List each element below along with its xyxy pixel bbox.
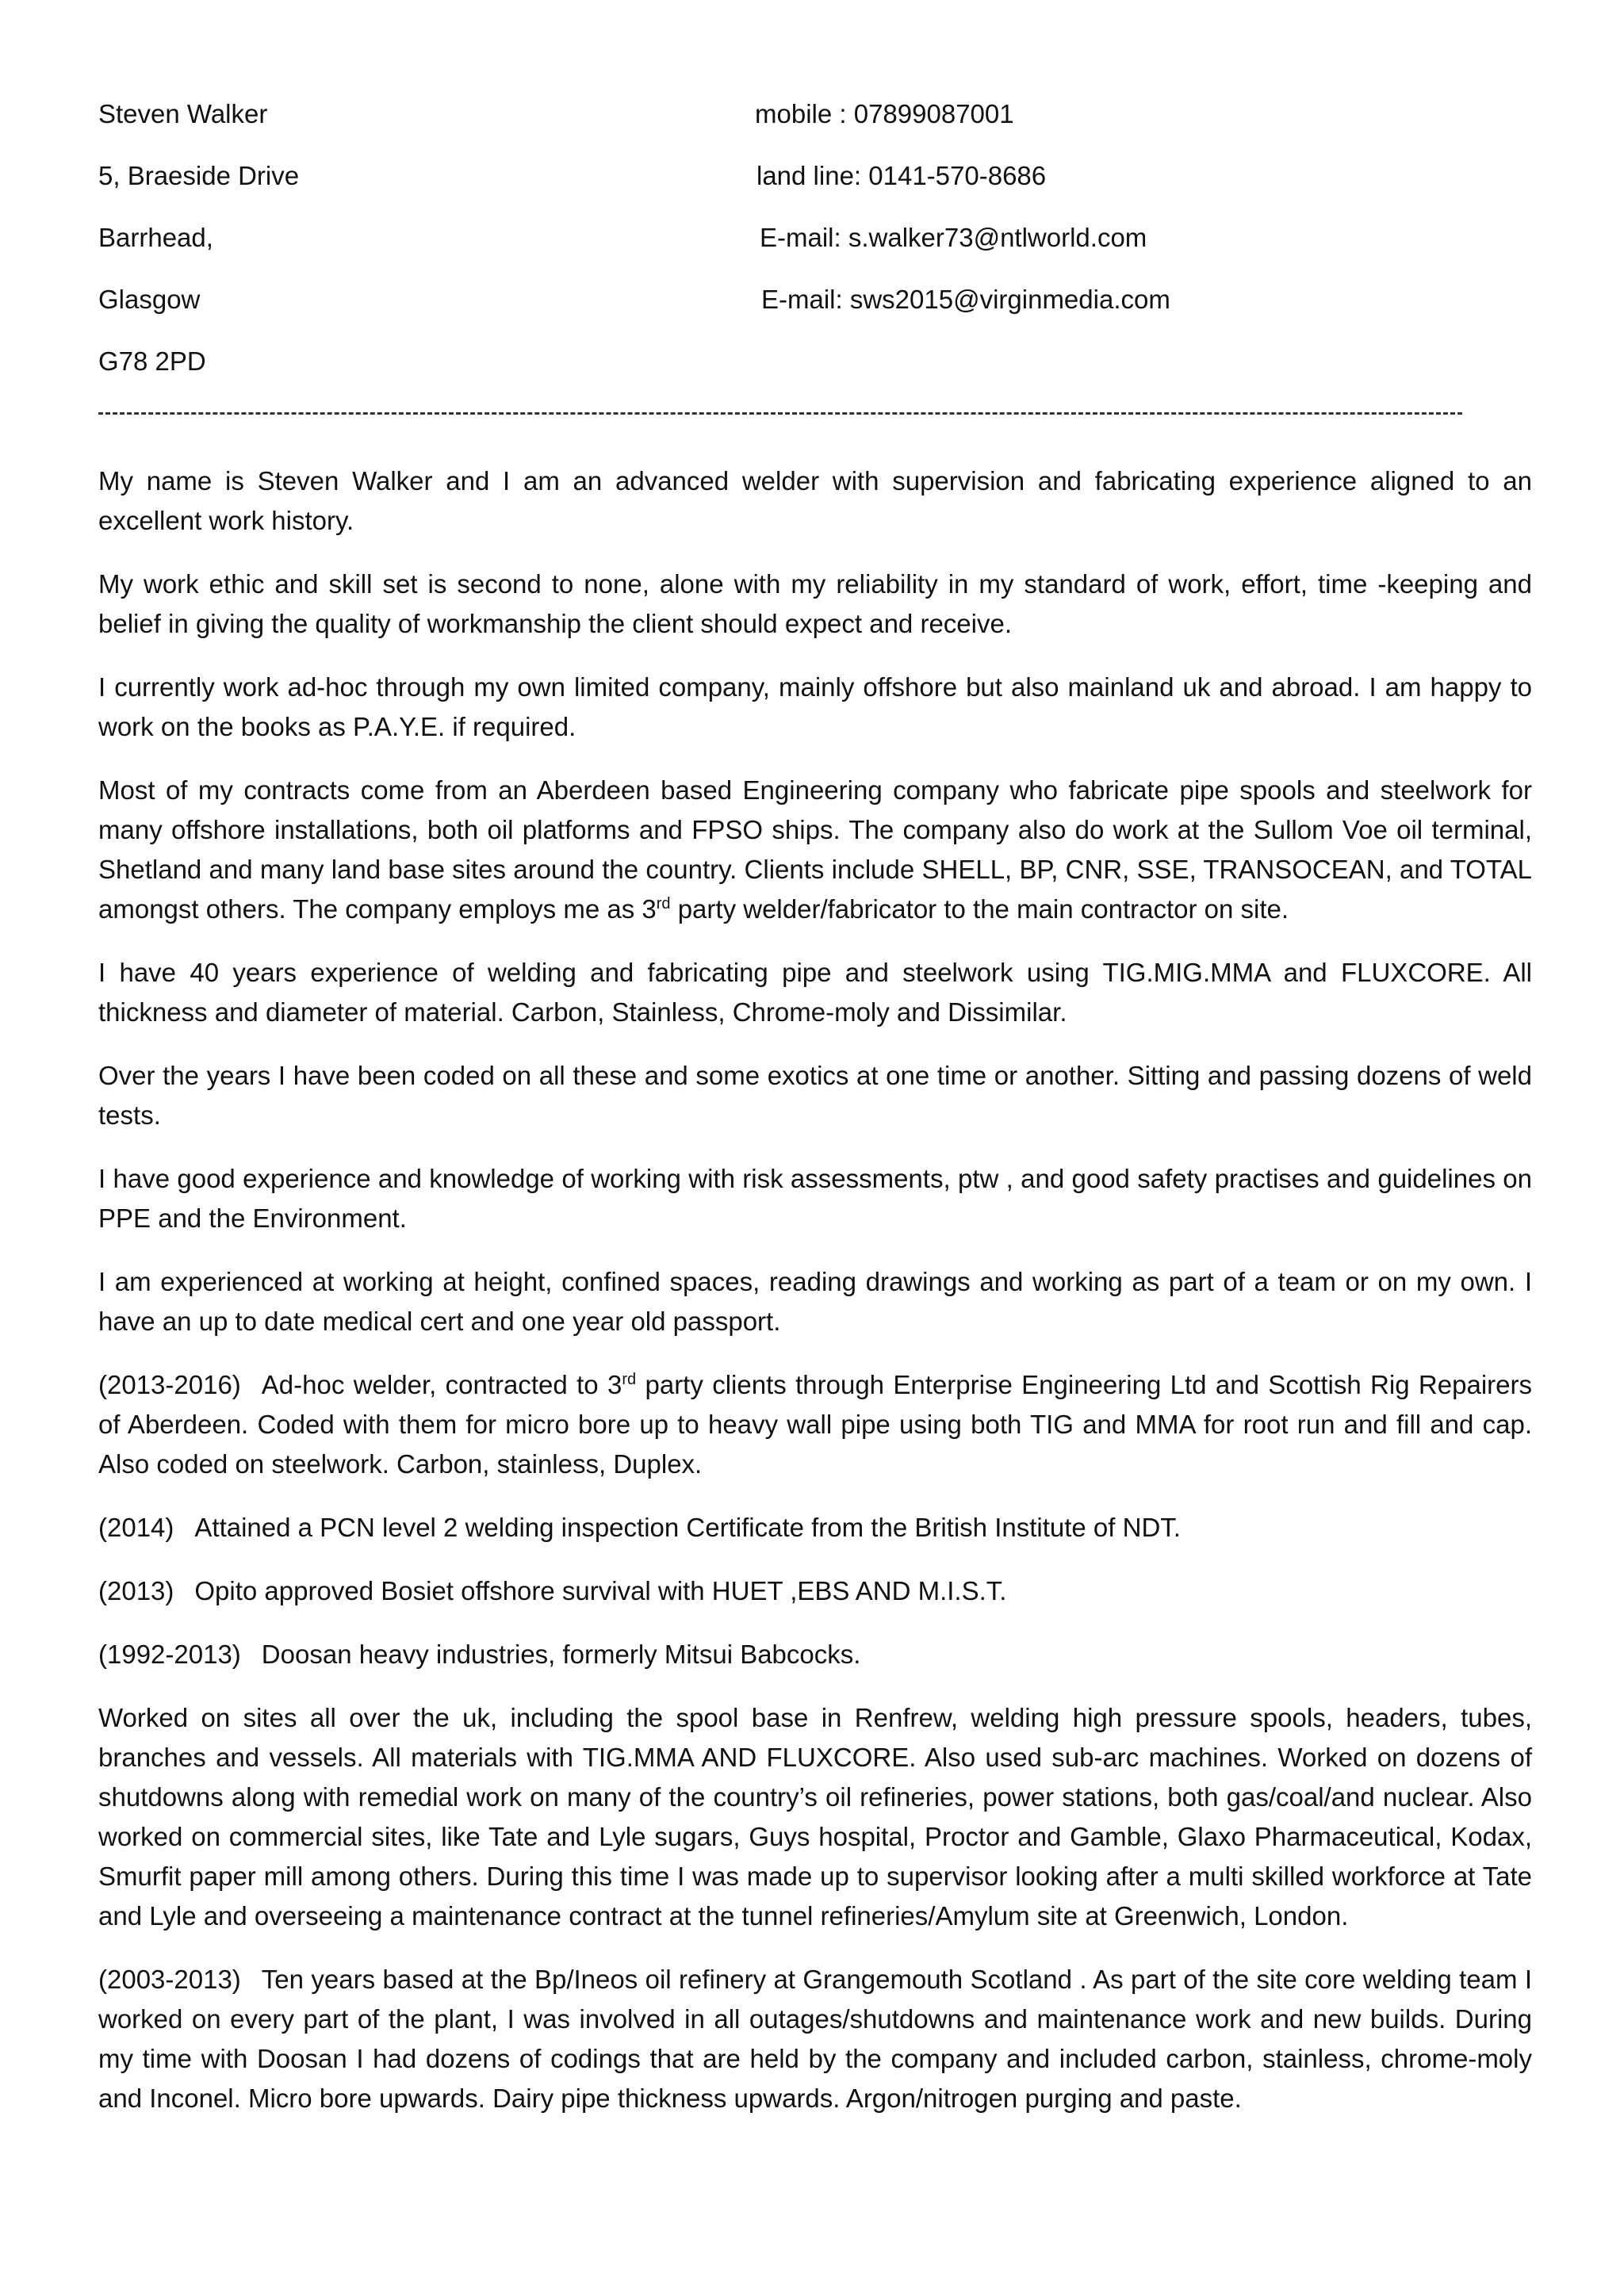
history-entry: (2003-2013) Ten years based at the Bp/Ineos oil refinery at Grangemouth Scotland . As part of the site core welding team I worked on every part of the plant, I was involved in all outages/shutdowns and maintenance work and new builds. During my time with Doosan I had dozens of codings that are held by the company and included carbon, stainless, chrome-moly and Inconel. Micro bore upwards. Dairy pipe thickness upwards. Argon/nitrogen purging and paste. — [98, 1965, 1532, 2113]
email-primary: E-mail: s.walker73@ntlworld.com — [760, 223, 1147, 252]
contracts-paragraph: Most of my contracts come from an Aberdeen based Engineering company who fabricate pipe spools and steelwork for many offshore installations, both oil platforms and FPSO ships. The company also do work at the Sullom Voe oil terminal, Shetland and many land base sites around the country. Clients include SHELL, BP, CNR, SSE, TRANSOCEAN, and TOTAL amongst others. The company employs me as 3rd party welder/fabricator to the main contractor on site. — [98, 775, 1532, 924]
history-date: (1992-2013) — [98, 1640, 241, 1669]
history-date: (2003-2013) — [98, 1965, 241, 1994]
history-entry: (2013) Opito approved Bosiet offshore survival with HUET ,EBS AND M.I.S.T. — [98, 1576, 1007, 1605]
skills-paragraph: I am experienced at working at height, confined spaces, reading drawings and working as part of a team or on my own. I have an up to date medical cert and one year old passport. — [98, 1267, 1532, 1336]
experience-paragraph: I have 40 years experience of welding and fabricating pipe and steelwork using TIG.MIG.MMA and FLUXCORE. All thickness and diameter of material. Carbon, Stainless, Chrome-moly and Dissimilar. — [98, 958, 1532, 1027]
intro-paragraph: My name is Steven Walker and I am an advanced welder with supervision and fabricating experience aligned to an excellent work history. — [98, 466, 1532, 535]
history-detail: Worked on sites all over the uk, including the spool base in Renfrew, welding high pressure spools, headers, tubes, branches and vessels. All materials with TIG.MMA AND FLUXCORE. Also used sub-arc machines. Worked on dozens of shutdowns along with remedial work on many of the country’s oil refineries, power stations, both gas/coal/and nuclear. Also worked on commercial sites, like Tate and Lyle sugars, Guys hospital, Proctor and Gamble, Glaxo Pharmaceutical, Kodax, Smurfit paper mill among others. During this time I was made up to supervisor looking after a multi skilled workforce at Tate and Lyle and overseeing a maintenance contract at the tunnel refineries/Amylum site at Greenwich, London. — [98, 1703, 1532, 1931]
address-line-2: Barrhead, — [98, 223, 213, 252]
mobile-number: mobile : 07899087001 — [755, 99, 1014, 128]
address-city: Glasgow — [98, 285, 201, 314]
current-work-paragraph: I currently work ad-hoc through my own limited company, mainly offshore but also mainland uk and abroad. I am happy to work on the books as P.A.Y.E. if required. — [98, 672, 1532, 741]
work-ethic-paragraph: My work ethic and skill set is second to none, alone with my reliability in my standard of work, effort, time -keeping and belief in giving the quality of workmanship the client should expect and receive. — [98, 569, 1532, 638]
address-line-1: 5, Braeside Drive — [98, 161, 300, 190]
landline-number: land line: 0141-570-8686 — [756, 161, 1047, 190]
address-postcode: G78 2PD — [98, 346, 206, 376]
history-date: (2013-2016) — [98, 1370, 241, 1399]
email-secondary: E-mail: sws2015@virginmedia.com — [761, 285, 1170, 314]
history-entry: (1992-2013) Doosan heavy industries, formerly Mitsui Babcocks. — [98, 1640, 861, 1669]
history-date: (2014) — [98, 1513, 174, 1542]
safety-paragraph: I have good experience and knowledge of working with risk assessments, ptw , and good safety practises and guidelines on PPE and the Environment. — [98, 1164, 1532, 1233]
history-date: (2013) — [98, 1576, 174, 1605]
name: Steven Walker — [98, 99, 268, 128]
history-entry: (2014) Attained a PCN level 2 welding inspection Certificate from the British Institute of NDT. — [98, 1513, 1181, 1542]
header-divider — [98, 412, 1462, 415]
history-entry: (2013-2016) Ad-hoc welder, contracted to 3rd party clients through Enterprise Engineering Ltd and Scottish Rig Repairers of Aberdeen. Coded with them for micro bore up to heavy wall pipe using both TIG and MMA for root run and fill and cap. Also coded on steelwork. Carbon, stainless, Duplex. — [98, 1370, 1532, 1479]
cv-body — [98, 461, 1532, 2142]
coding-paragraph: Over the years I have been coded on all these and some exotics at one time or another. Sitting and passing dozens of weld tests. — [98, 1061, 1532, 1130]
